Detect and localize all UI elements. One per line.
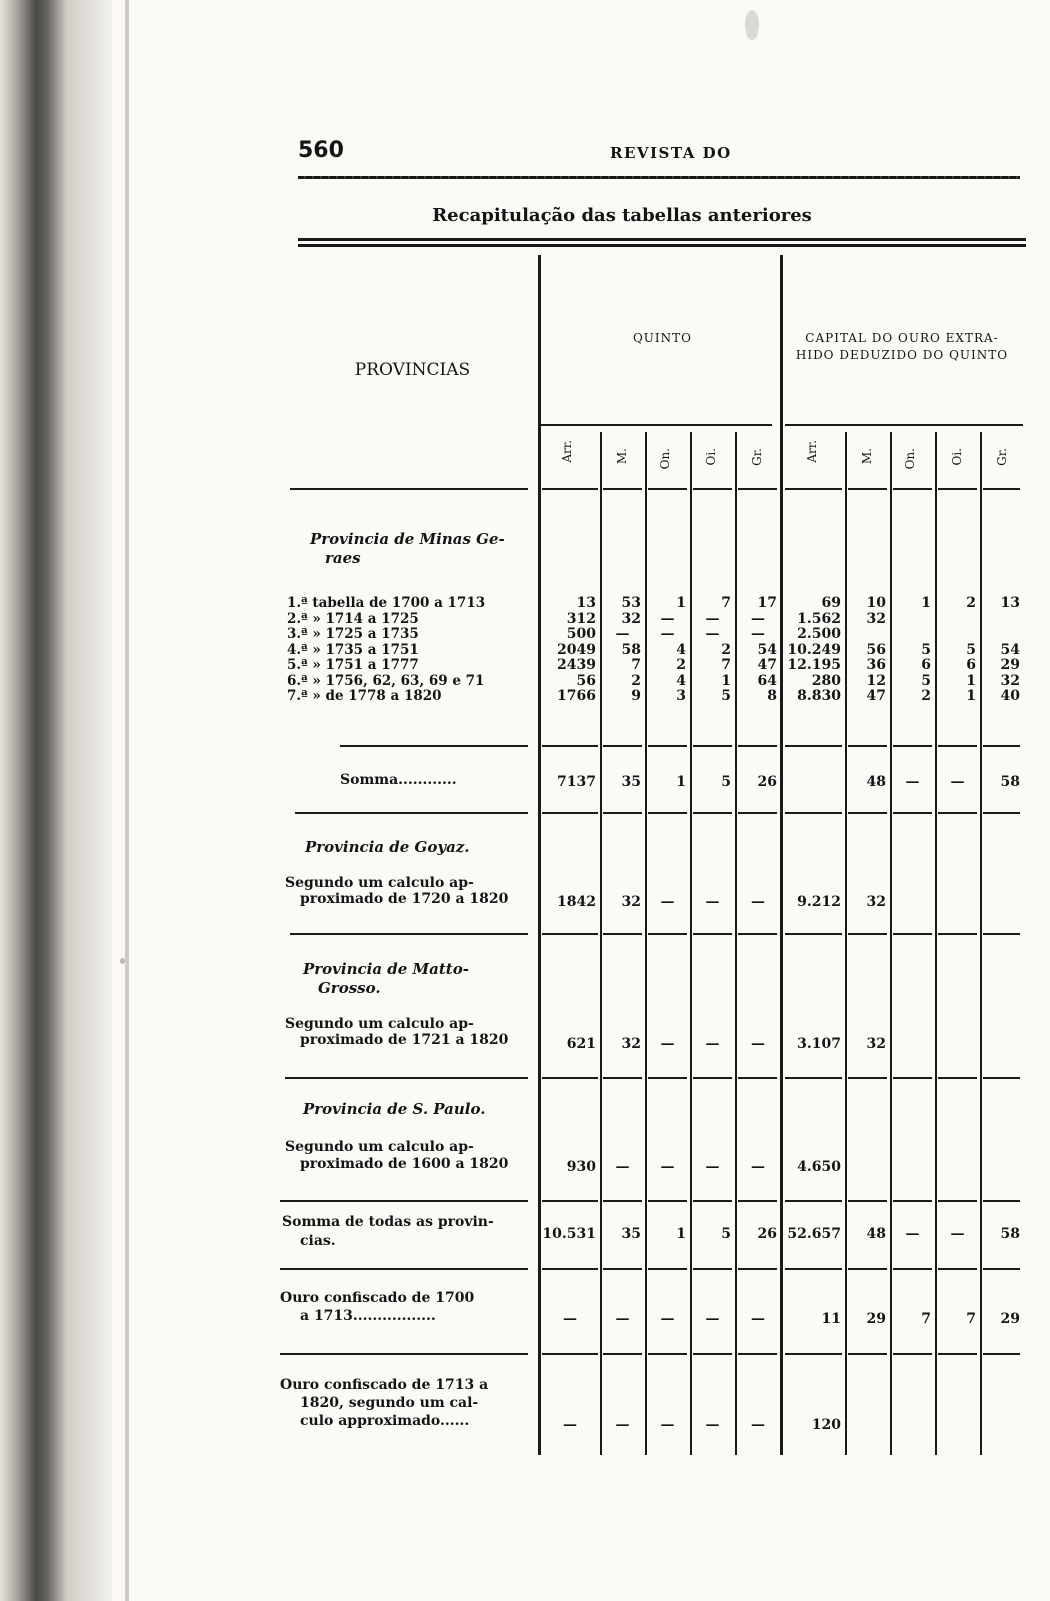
row-rule <box>340 745 528 747</box>
todas-capital-cell: 52.657 <box>787 1226 841 1242</box>
cell-rule <box>893 488 932 490</box>
conf1-label-line2: a 1713................. <box>300 1308 436 1324</box>
todas-capital-cell: 58 <box>1000 1226 1020 1242</box>
paulo-quinto-cell: — <box>615 1159 630 1175</box>
conf1-capital-cell: 7 <box>966 1311 976 1327</box>
section-title-matto: Provincia de Matto- <box>303 960 469 978</box>
conf2-label-line2: 1820, segundo um cal- <box>300 1395 479 1411</box>
header-rule <box>540 424 772 426</box>
conf2-quinto-cell: — <box>705 1417 720 1433</box>
cell-rule <box>603 745 642 747</box>
conf2-quinto-cell: — <box>615 1417 630 1433</box>
paulo-quinto-cell: — <box>751 1159 765 1175</box>
minas-row-quinto-cell: 64 <box>757 672 777 689</box>
cell-rule <box>542 812 598 814</box>
minas-row-capital-cell: 36 <box>866 657 886 673</box>
quinto-header: QUINTO <box>632 331 693 345</box>
conf1-quinto-cell: — <box>563 1311 577 1327</box>
running-head <box>298 138 1020 174</box>
conf1-quinto-cell: — <box>660 1311 675 1327</box>
minas-row-quinto-cell: 13 <box>576 595 596 611</box>
column-rule <box>980 432 982 1455</box>
column-rule <box>890 432 892 1455</box>
minas-row-quinto-cell: 500 <box>566 626 596 642</box>
column-rule <box>600 432 602 1455</box>
cell-rule <box>738 1200 777 1202</box>
cell-rule <box>938 488 977 490</box>
minas-row-quinto-cell: 3 <box>676 688 686 704</box>
cell-rule <box>785 933 842 935</box>
unit-label-m-2: M. <box>860 448 874 465</box>
minas-row-quinto-cell: 2049 <box>557 641 596 658</box>
cell-rule <box>938 745 977 747</box>
somma-label: Somma............ <box>340 772 457 788</box>
cell-rule <box>648 488 687 490</box>
minas-row-quinto-cell: 7 <box>721 657 731 673</box>
book-spine-shadow <box>0 0 112 1601</box>
todas-quinto-cell: 5 <box>721 1226 731 1242</box>
todas-capital-cell: — <box>950 1226 965 1242</box>
cell-rule <box>785 488 842 490</box>
todas-capital-cell: — <box>905 1226 920 1242</box>
cell-rule <box>542 488 598 490</box>
cell-rule <box>693 1268 732 1270</box>
cell-rule <box>893 812 932 814</box>
cell-rule <box>603 1353 642 1355</box>
minas-row-quinto-cell: 1766 <box>557 688 596 704</box>
cell-rule <box>983 488 1020 490</box>
header-rule <box>290 488 528 490</box>
todas-label-line1: Somma de todas as provin- <box>282 1214 494 1230</box>
cell-rule <box>693 812 732 814</box>
cell-rule <box>785 1353 842 1355</box>
minas-somma-quinto-cell: 1 <box>676 774 686 790</box>
section-title-paulo: Provincia de S. Paulo. <box>303 1100 486 1118</box>
matto-capital-cell: 32 <box>866 1036 886 1052</box>
cell-rule <box>693 1200 732 1202</box>
section-title-minas: Provincia de Minas Ge- <box>310 530 505 548</box>
unit-label-on-2: On. <box>903 448 917 470</box>
section-title-minas-cont: raes <box>325 549 361 567</box>
cell-rule <box>738 1268 777 1270</box>
conf1-capital-cell: 11 <box>821 1311 841 1327</box>
ink-speck <box>120 958 125 964</box>
minas-somma-capital-cell: 58 <box>1000 774 1020 790</box>
minas-row-capital-cell: 6 <box>921 657 931 673</box>
cell-rule <box>603 1268 642 1270</box>
unit-label-oi: Oi. <box>704 448 718 466</box>
minas-row-quinto-cell: 9 <box>631 688 641 704</box>
todas-quinto-cell: 1 <box>676 1226 686 1242</box>
matto-desc-line2: proximado de 1721 a 1820 <box>300 1032 509 1048</box>
minas-row-quinto-cell: 4 <box>676 641 686 658</box>
section-title-matto-cont: Grosso. <box>318 979 381 997</box>
minas-row-quinto-cell: — <box>751 626 765 642</box>
minas-row-capital-cell: 32 <box>1000 672 1020 689</box>
cell-rule <box>893 933 932 935</box>
cell-rule <box>893 1200 932 1202</box>
minas-row-quinto-cell: 47 <box>757 657 777 673</box>
minas-somma-capital-cell: — <box>950 774 965 790</box>
minas-row-capital-cell: 54 <box>1000 641 1020 658</box>
cell-rule <box>693 488 732 490</box>
minas-row-capital-cell: 13 <box>1000 595 1020 611</box>
capital-header-line1: CAPITAL DO OURO EXTRA- <box>805 331 999 345</box>
minas-row-capital-cell: 69 <box>821 595 841 611</box>
cell-rule <box>693 1077 732 1079</box>
minas-row-capital-cell: 1 <box>966 688 976 704</box>
cell-rule <box>848 745 887 747</box>
minas-row-quinto-cell: 1 <box>676 595 686 611</box>
cell-rule <box>693 933 732 935</box>
column-rule <box>845 432 847 1455</box>
cell-rule <box>785 1077 842 1079</box>
cell-rule <box>983 745 1020 747</box>
column-rule <box>735 432 737 1455</box>
minas-row-quinto-cell: — <box>751 610 765 627</box>
unit-label-on: On. <box>658 448 672 470</box>
minas-row-quinto-cell: 5 <box>721 688 731 704</box>
minas-row-quinto-cell: 53 <box>621 595 641 611</box>
cell-rule <box>983 933 1020 935</box>
cell-rule <box>738 812 777 814</box>
todas-label-line2: cias. <box>300 1233 336 1249</box>
minas-row-capital-cell: 2 <box>921 688 931 704</box>
minas-row-quinto-cell: — <box>705 610 720 627</box>
cell-rule <box>738 933 777 935</box>
cell-rule <box>848 1077 887 1079</box>
title-rule-bottom <box>298 244 1026 247</box>
cell-rule <box>542 1200 598 1202</box>
cell-rule <box>648 812 687 814</box>
column-rule <box>780 255 783 1455</box>
cell-rule <box>738 1077 777 1079</box>
column-rule <box>690 432 692 1455</box>
cell-rule <box>542 933 598 935</box>
cell-rule <box>938 1268 977 1270</box>
provincias-header: PROVINCIAS <box>354 360 471 380</box>
cell-rule <box>848 1353 887 1355</box>
minas-row-capital-cell: 40 <box>1000 688 1020 704</box>
cell-rule <box>848 488 887 490</box>
page-number: 560 <box>298 138 344 163</box>
minas-row-quinto-cell: — <box>660 610 675 627</box>
minas-row-quinto-cell: 7 <box>721 595 731 611</box>
minas-row-capital-cell: 47 <box>866 688 886 704</box>
cell-rule <box>648 1077 687 1079</box>
header-rule <box>785 424 1023 426</box>
minas-row-quinto-cell: 58 <box>621 641 641 658</box>
minas-row-quinto-cell: 8 <box>767 688 777 704</box>
minas-row-capital-cell: 29 <box>1000 657 1020 673</box>
minas-row-quinto-cell: 2 <box>676 657 686 673</box>
cell-rule <box>603 933 642 935</box>
page-edge <box>125 0 129 1601</box>
journal-title: REVISTA DO <box>610 144 732 162</box>
cell-rule <box>648 933 687 935</box>
paulo-quinto-cell: 930 <box>566 1159 596 1175</box>
row-rule <box>285 1077 528 1079</box>
goyaz-capital-cell: 9.212 <box>797 894 841 910</box>
conf2-quinto-cell: — <box>563 1417 577 1433</box>
cell-rule <box>938 1353 977 1355</box>
minas-row-capital-cell: 10.249 <box>787 641 841 658</box>
cell-rule <box>542 745 598 747</box>
conf1-capital-cell: 7 <box>921 1311 931 1327</box>
unit-label-m: M. <box>615 448 629 465</box>
minas-somma-quinto-cell: 7137 <box>557 774 596 790</box>
minas-row-quinto-cell: 4 <box>676 672 686 689</box>
row-rule <box>280 1353 528 1355</box>
row-rule <box>280 1268 528 1270</box>
matto-quinto-cell: 32 <box>621 1036 641 1052</box>
goyaz-quinto-cell: — <box>751 894 765 910</box>
minas-row-capital-cell: 280 <box>811 672 841 689</box>
cell-rule <box>983 1200 1020 1202</box>
minas-row-capital-cell: 5 <box>921 672 931 689</box>
capital-header-line2: HIDO DEDUZIDO DO QUINTO <box>795 348 1009 362</box>
minas-row-capital-cell: 56 <box>866 641 886 658</box>
minas-row-capital-cell: 8.830 <box>797 688 841 704</box>
cell-rule <box>785 745 842 747</box>
matto-quinto-cell: 621 <box>566 1036 596 1052</box>
conf1-quinto-cell: — <box>751 1311 765 1327</box>
cell-rule <box>603 1200 642 1202</box>
minas-row-quinto-cell: 54 <box>757 641 777 658</box>
conf2-capital-cell: 120 <box>811 1417 841 1433</box>
cell-rule <box>848 812 887 814</box>
cell-rule <box>738 745 777 747</box>
unit-label-gr: Gr. <box>750 448 764 466</box>
minas-somma-quinto-cell: 26 <box>757 774 777 790</box>
goyaz-quinto-cell: — <box>660 894 675 910</box>
minas-somma-capital-cell: — <box>905 774 920 790</box>
matto-quinto-cell: — <box>751 1036 765 1052</box>
todas-quinto-cell: 10.531 <box>542 1226 596 1242</box>
header-rule <box>298 176 1020 179</box>
column-rule <box>935 432 937 1455</box>
minas-row-capital-cell: 5 <box>966 641 976 658</box>
minas-row-label: 6.ª » 1756, 62, 63, 69 e 71 <box>287 672 485 689</box>
column-rule <box>538 255 541 1455</box>
cell-rule <box>738 488 777 490</box>
minas-row-label: 4.ª » 1735 a 1751 <box>287 641 419 658</box>
minas-row-capital-cell: 12.195 <box>787 657 841 673</box>
minas-row-quinto-cell: 312 <box>566 610 596 627</box>
paulo-capital-cell: 4.650 <box>797 1159 841 1175</box>
minas-row-quinto-cell: 7 <box>631 657 641 673</box>
cell-rule <box>603 812 642 814</box>
cell-rule <box>938 812 977 814</box>
conf1-quinto-cell: — <box>615 1311 630 1327</box>
paulo-quinto-cell: — <box>705 1159 720 1175</box>
matto-quinto-cell: — <box>660 1036 675 1052</box>
minas-somma-capital-cell: 48 <box>866 774 886 790</box>
paulo-desc-line2: proximado de 1600 a 1820 <box>300 1156 509 1172</box>
row-rule <box>280 1200 528 1202</box>
cell-rule <box>603 1077 642 1079</box>
minas-row-capital-cell: 1 <box>921 595 931 611</box>
goyaz-quinto-cell: 1842 <box>557 894 596 910</box>
conf2-label-line3: culo approximado...... <box>300 1413 470 1429</box>
ink-speck <box>745 10 759 40</box>
cell-rule <box>983 1268 1020 1270</box>
cell-rule <box>938 1200 977 1202</box>
unit-label-gr-2: Gr. <box>995 448 1009 466</box>
section-title-goyaz: Provincia de Goyaz. <box>305 838 470 856</box>
unit-label-arr-2: Arr. <box>805 440 819 463</box>
todas-quinto-cell: 35 <box>621 1226 641 1242</box>
conf1-capital-cell: 29 <box>866 1311 886 1327</box>
goyaz-desc-line2: proximado de 1720 a 1820 <box>300 891 509 907</box>
conf2-quinto-cell: — <box>751 1417 765 1433</box>
cell-rule <box>785 1268 842 1270</box>
minas-row-quinto-cell: 2 <box>721 641 731 658</box>
minas-row-capital-cell: 2.500 <box>797 626 841 642</box>
minas-row-quinto-cell: — <box>615 626 630 642</box>
minas-row-label: 1.ª tabella de 1700 a 1713 <box>287 595 486 611</box>
minas-row-label: 5.ª » 1751 a 1777 <box>287 657 419 673</box>
paulo-desc-line1: Segundo um calculo ap- <box>285 1139 474 1155</box>
cell-rule <box>648 1353 687 1355</box>
minas-row-capital-cell: 2 <box>966 595 976 611</box>
matto-desc-line1: Segundo um calculo ap- <box>285 1016 474 1032</box>
minas-row-capital-cell: 6 <box>966 657 976 673</box>
row-rule <box>295 812 528 814</box>
conf2-label-line1: Ouro confiscado de 1713 a <box>280 1377 489 1393</box>
minas-row-quinto-cell: 1 <box>721 672 731 689</box>
cell-rule <box>893 1077 932 1079</box>
minas-row-quinto-cell: 32 <box>621 610 641 627</box>
conf1-quinto-cell: — <box>705 1311 720 1327</box>
cell-rule <box>983 1353 1020 1355</box>
minas-row-capital-cell: 1.562 <box>797 610 841 627</box>
cell-rule <box>785 1200 842 1202</box>
minas-row-quinto-cell: 17 <box>757 595 777 611</box>
minas-row-label: 3.ª » 1725 a 1735 <box>287 626 419 642</box>
cell-rule <box>848 933 887 935</box>
title-rule-top <box>298 238 1026 241</box>
cell-rule <box>603 488 642 490</box>
cell-rule <box>785 812 842 814</box>
goyaz-desc-line1: Segundo um calculo ap- <box>285 875 474 891</box>
cell-rule <box>893 1268 932 1270</box>
matto-capital-cell: 3.107 <box>797 1036 841 1052</box>
cell-rule <box>693 745 732 747</box>
minas-row-capital-cell: 10 <box>866 595 886 611</box>
cell-rule <box>938 933 977 935</box>
goyaz-quinto-cell: — <box>705 894 720 910</box>
cell-rule <box>542 1353 598 1355</box>
minas-row-label: 2.ª » 1714 a 1725 <box>287 610 419 627</box>
minas-row-capital-cell: 5 <box>921 641 931 658</box>
minas-row-quinto-cell: 2439 <box>557 657 596 673</box>
cell-rule <box>648 745 687 747</box>
table-title: Recapitulação das tabellas anteriores <box>432 205 812 226</box>
column-rule <box>645 432 647 1455</box>
minas-row-capital-cell: 12 <box>866 672 886 689</box>
minas-row-capital-cell: 1 <box>966 672 976 689</box>
cell-rule <box>693 1353 732 1355</box>
cell-rule <box>983 1077 1020 1079</box>
cell-rule <box>848 1268 887 1270</box>
minas-row-label: 7.ª » de 1778 a 1820 <box>287 688 442 704</box>
matto-quinto-cell: — <box>705 1036 720 1052</box>
minas-row-capital-cell: 32 <box>866 610 886 627</box>
conf1-label-line1: Ouro confiscado de 1700 <box>280 1290 475 1306</box>
todas-capital-cell: 48 <box>866 1226 886 1242</box>
minas-row-quinto-cell: 56 <box>576 672 596 689</box>
unit-label-arr: Arr. <box>560 440 574 463</box>
cell-rule <box>848 1200 887 1202</box>
cell-rule <box>648 1200 687 1202</box>
unit-label-oi-2: Oi. <box>950 448 964 466</box>
minas-row-quinto-cell: — <box>705 626 720 642</box>
minas-row-quinto-cell: — <box>660 626 675 642</box>
conf1-capital-cell: 29 <box>1000 1311 1020 1327</box>
cell-rule <box>893 745 932 747</box>
todas-quinto-cell: 26 <box>757 1226 777 1242</box>
cell-rule <box>983 812 1020 814</box>
goyaz-quinto-cell: 32 <box>621 894 641 910</box>
row-rule <box>290 933 528 935</box>
minas-somma-quinto-cell: 5 <box>721 774 731 790</box>
goyaz-capital-cell: 32 <box>866 894 886 910</box>
cell-rule <box>542 1077 598 1079</box>
cell-rule <box>738 1353 777 1355</box>
cell-rule <box>542 1268 598 1270</box>
conf2-quinto-cell: — <box>660 1417 675 1433</box>
paulo-quinto-cell: — <box>660 1159 675 1175</box>
minas-row-quinto-cell: 2 <box>631 672 641 689</box>
minas-somma-quinto-cell: 35 <box>621 774 641 790</box>
cell-rule <box>938 1077 977 1079</box>
cell-rule <box>893 1353 932 1355</box>
cell-rule <box>648 1268 687 1270</box>
